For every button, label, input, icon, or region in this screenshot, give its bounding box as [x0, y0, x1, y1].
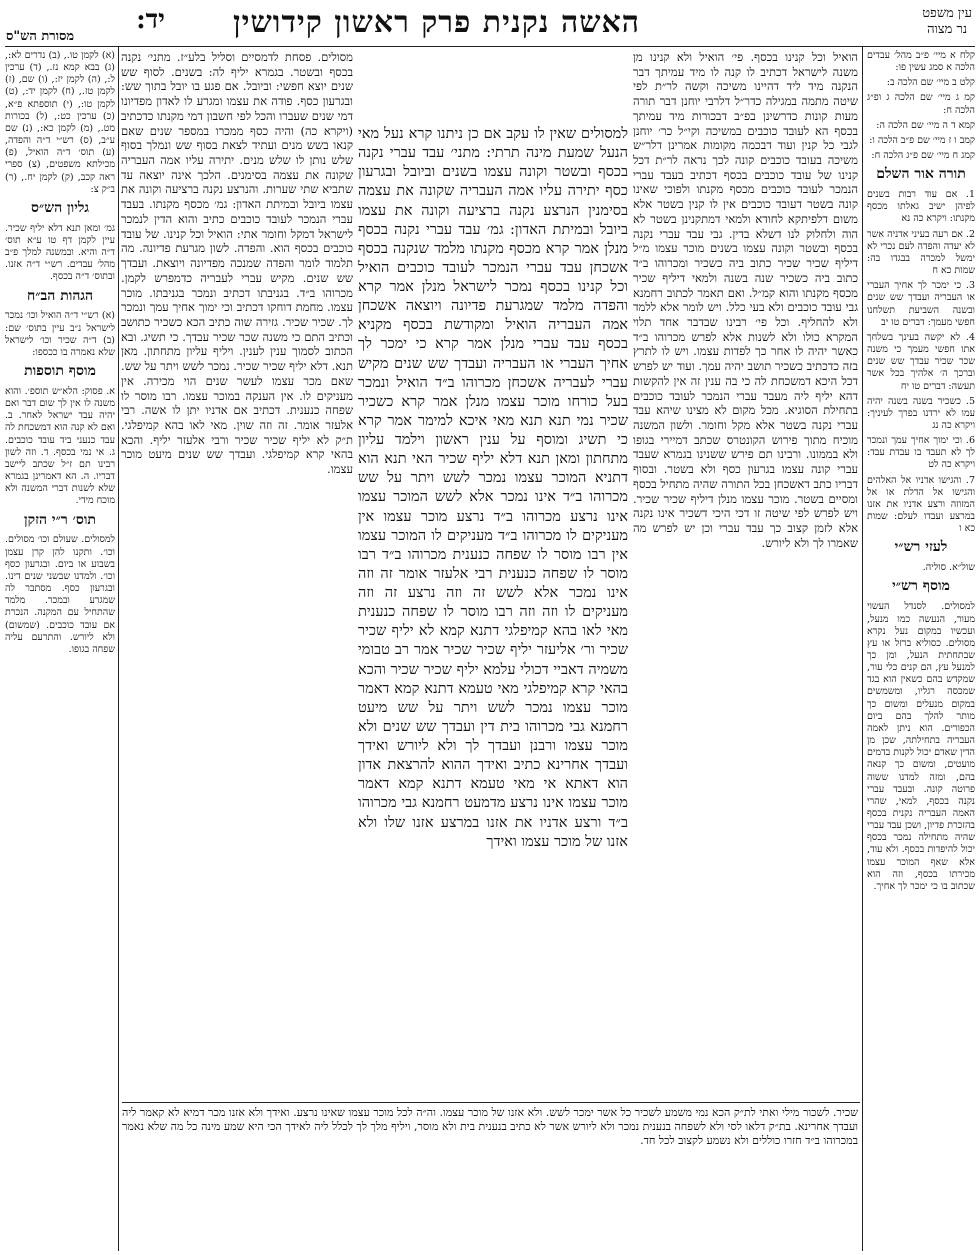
torah-or-title: תורה אור השלם: [876, 166, 966, 183]
masoret-column: [5, 50, 115, 1245]
musaf-tosafot-title: מוסף תוספות: [24, 363, 96, 380]
ein-mishpat-ref: קלט ב מיי׳ שם הלכה ב:: [886, 77, 975, 89]
hagahot-text: (א) רש״י ד״ה הואיל וכו׳ נמכר לישראל נ״ב עיין בתוס׳ שם: (ב) ד״ה שכיר וכו׳ לישראל שלא נאמרה בו ככספו:: [5, 310, 115, 358]
tosafot-text: הואיל וכל קנינו בכסף. פי׳ הואיל ולא קנינו מן משנה לישראל דכתיב לו קנה לו מיד עמיתך דבר הנקנה מיד ליד דהיינו משיכה וקשה לר״ת לפי שיטה מתמה במגילה כדר״ל דלרבי יוחנן דבר תורה מעות קונות כדרשינן בפ״ב דבכורות מיד עמיתך בכסף הא לעובד כוכבים במשיכה וקי״ל כר׳ יוחנן לגבי כל קנין ועוד דבכמה מקומות אמרינן דלר״ש משיכה בעובד כוכבים קונה לכך נראה לר״ת דכל קנינו של עובד כוכבים בכסף דכתיב בעבד עברי הנמכר לעובד כוכבים מכסף מקנתו ולפוכי שאינו קונה בשטר דעובד כוכבים אין לו קנין בשטר אלא משום דלפיתקא לחודא ולמאי דמתקנינן בשטר לא הוה ולחלוק לנו דשלא בדין. גבי עבד עברי נקנה בכסף ובשטר וקונה עצמו בשנים מוכר עצמו מ״ל דיליף שכיר שכיר כתוב ביה כשכיר ומכרוהו ב״ד כתוב ביה כשכיר שנה בשנה ולמאי דיליף שכיר מכסף מקנתו והוא קמ״ל. ואם תאמר לכתוב רחמנא גבי עובד כוכבים ולא בעי כלל. ויש לומר אלא ללמד ולא להחליף. וכל פי׳ רבינו שבדבר אחד תלוי המקרא כולו ולא לשנות אלא לפרש מכרוהו ב״ד כאשר יהיה לו אחר כך לפדות עצמו. ויש לו לתרץ בזה כדכתיב כשכיר תושב יהיה עמך. ועוד יש לפרש דכל היכא דמשכחת לה כי בה ענין זה אין להקשות דהא יליף ליה מעבד עברי הנמכר לעובד כוכבים בתחילת הסוגיא. מכל מקום לא מצינו שיהא עבד עברי נקנה בשטר אלא מקל וחומר. ולשון המשנה מוכיח מתוך פירוש הקונטרס שכתב דמיירי בגופו ולא בממונו. ורבינו תם פירש ששנינו בגמרא שעבד עברי קונה עצמו בגרעון כסף ולא בשטר. ובסוף דבריו כתב דאשכחן בכל התורה שהיה מתחיל בכסף ומסיים בשטר. מוכר עצמו מנלן דיליף שכיר שכיר. ויש לפרש לפי שיטה זו דכי היכי דשכיר אינו נקנה אלא לזמן קצוב כך עבד עברי וכן יש לפרש מה שאמרו לך ולא ליורש.: [633, 50, 858, 550]
torah-verse: 3. כי ימכר לך אחיך העברי או העבריה ועבדך שש שנים ובשנה השביעת תשלחנו חפשי מעמך: דברים טו יב: [867, 280, 975, 328]
torah-verse: 1. אם עוד רבות בשנים לפיהן ישיב גאלתו מכסף מקנתו: ויקרא כה נא: [867, 189, 975, 225]
column-divider: [862, 46, 863, 1251]
musaf-tosafot-text: א. פסוק: הלא״ש תוספ׳. והוא משנה לו אין לך שום דבר ואם יהיה עבד ישראל לאחר. ב. ואם לא קנה הוא דמשכחת לה עבד כנעני ביד עובד כוכבים. ג. אי נמי בכסף. ד. וזה לשון רבינו תם ז״ל שכתב ליישב דבריו. ה. הא דאמרינן בגמרא שלא לשנות דברי המשנה ולא מוכח מידי.: [5, 386, 115, 507]
gilyon-title: גליון הש״ס: [30, 199, 90, 216]
tosafot-column: [633, 50, 858, 1100]
masoret-refs: (א) לקמן טו., (ב) נדרים לא:, (ג) בבא קמא נז., (ד) ערכין ל:, (ה) לקמן יז:, (ו) שם, (ז) לקמן טז., (ח) לקמן יד:, (ט) לקמן טו:, (י) תוספתא פ״א, (כ) ערכין כט:, (ל) בכורות מט., (מ) לקמן כא:, (נ) שם ע״ב, (ס) רש״י ד״ה והפדה, (ע) תוס׳ ד״ה הואיל, (פ) מכילתא משפטים, (צ) ספרי ראה קכב, (ק) לקמן יח., (ר) ב״ק צ:: [5, 50, 115, 195]
masoret-heading: מסורת הש"ס: [6, 29, 75, 44]
column-divider: [118, 46, 119, 1251]
ein-mishpat-ref: קמ ג מיי׳ שם הלכה ג ופ״ג הלכה ח:: [867, 92, 975, 116]
ein-mishpat-ref: קמג ח מיי׳ שם פ״ג הלכה ח:: [871, 150, 975, 162]
musaf-rashi-text: למסולים. לסנדל העשוי מעור, הנעשה כמו מנעל, ועכשיו במקום נעל נקרא מסולים. כסוליא ברזל או עץ שבתחתית הנעל, ומן כך למנעל עץ, הם קנים כלי עור, שמקדש בהם כשאין הוא בגד שמכסה רגליו, ומשמשים במקום מנעלים ומשום כך מותר להלך בהם ביום הכפורים. הוא ניתן לאמה העבריה בתחילתה, שכן מן הדין שאדם יכול לקנות בדמים מועטים, ומשום כך קנאה בהם, ומזה למדנו ששוה פרוטה קונה. ובעבד עברי נקנה בכסף, למאי, שהרי האמה העבריה נקנית בכסף בהזכרת פדיון, ושכן עבד עברי שהיה מתחילה נמכר בכסף יכול להיפדות בכסף. ולא עוד, אלא שאף המוכר עצמו מכירתו בכסף, וזה הוא שכתוב בו כי ימכר לך אחיך.: [867, 601, 975, 892]
gemara-column: [358, 125, 628, 1100]
torah-verse: 4. לא יקשה בעינך בשלחך אתו חפשי מעמך כי משנה שכר שכיר עבדך שש שנים וברכך ה׳ אלהיך בכל אשר תעשה: דברים טו יח: [867, 331, 975, 392]
ein-mishpat-heading: עין משפט נר מצוה: [922, 6, 972, 37]
laazei-rashi-title: לעזי רש״י: [894, 539, 948, 556]
torah-verse: 2. אם רעה בעיני אדניה אשר לא יעדה והפדה לעם נכרי לא ימשל למכרה בבגדו בה: שמות כא ח: [867, 228, 975, 277]
ein-mishpat-refs: [867, 50, 975, 162]
ein-mishpat-column: [867, 50, 975, 1245]
rashi-column: [121, 50, 353, 1100]
hagahot-title: הגהות הב״ח: [26, 287, 94, 304]
torah-verse: 6. וכי ימוך אחיך עמך ונמכר לך לא תעבד בו עבדת עבד: ויקרא כה לט: [867, 435, 975, 471]
tos-ri-hazaken-title: תוס׳ ר״י הזקן: [24, 511, 96, 528]
ein-mishpat-ref: קמב ו ז מיי׳ שם פ״ב הלכה ו:: [869, 134, 975, 146]
header-rule: [5, 46, 975, 47]
gilyon-text: גמ׳ ומאן תנא דלא יליף שכיר. עיין לקמן דף טו ע״א תוס׳ ד״ה והיא. ובמשנה למלך פ״ב מהל׳ עבדים. רש״י ד״ה אזנו. ובתוס׳ ד״ה בכסף.: [5, 222, 115, 283]
torah-verse: 5. כשכיר בשנה בשנה יהיה עמו לא ירדנו בפרך לעיניך: ויקרא כה נג: [867, 395, 975, 431]
page-number: יד:: [136, 5, 165, 35]
bottom-commentary: [122, 1106, 858, 1246]
ein-mishpat-ref: קלח א מיי׳ פ״ב מהל׳ עבדים הלכה א סמג עשין פו:: [867, 50, 975, 74]
gemara-text: למסולים שאין לו עקב אם כן ניתנו קרא נעל מאי הנעל שמעת מינה תרתי: מתני׳ עבד עברי נקנה בכסף ובשטר וקונה עצמו בשנים וביובל ובגרעון כסף יתירה עליו אמה העבריה שקונה את עצמה בסימנין הנרצע נקנה ברציעה וקונה את עצמו ביובל ובמיתת האדון: גמ׳ עבד עברי נקנה בכסף מנלן אמר קרא מכסף מקנתו מלמד שנקנה בכסף אשכחן עבד עברי הנמכר לעובד כוכבים הואיל וכל קנינו בכסף נמכר לישראל מנלן אמר קרא והפדה מלמד שמגרעת פדיונה ויוצאה אשכחן אמה העבריה הואיל ומקודשת בכסף מקניא בכסף עבד עברי מנלן אמר קרא כי ימכר לך אחיך העברי או העבריה ועבדך שש שנים מקיש עברי לעבריה אשכחן מכרוהו ב״ד הואיל ונמכר בעל כורחו מוכר עצמו מנלן אמר קרא כשכיר שכיר נמי תנא תנא מאי איכא למימר אמר קרא כי תשיג ומוסף על ענין ראשון וילמד עליון מתחתון ומאן תנא דלא יליף שכיר האי תנא הוא דתניא המוכר עצמו נמכר לשש ויתר על שש מכרוהו ב״ד אינו נמכר אלא לשש המוכר עצמו אינו נרצע מכרוהו ב״ד נרצע מוכר עצמו אין מעניקים לו מכרוהו ב״ד מעניקים לו המוכר עצמו אין רבו מוסר לו שפחה כנענית מכרוהו ב״ד רבו מוסר לו שפחה כנענית רבי אלעזר אומר זה וזה אינו נמכר אלא לשש זה וזה נרצע זה וזה מעניקים לו וזה וזה רבו מוסר לו שפחה כנענית מאי לאו בהא קמיפלגי דתנא קמא לא יליף שכיר שכיר ור׳ אליעזר יליף שכיר שכיר אמר רב טבומי משמיה דאביי דכולי עלמא יליף שכיר שכיר והכא בהאי קרא קמיפלגי מאי טעמא דתנא קמא דאמר מוכר עצמו נמכר לשש ויתר על שש מיעט רחמנא גבי מכרוהו בית דין ועבדך שש שנים ולא מוכר עצמו ורבנן ועבדך לך ולא ליורש ואידך ועבדך אחרינא כתיב ואידך ההוא להרצאת אדון הוא דאתא אי מאי טעמא דתנא קמא דאמר מוכר עצמו אינו נרצע מדמעט רחמנא גבי מכרוהו ב״ד ורצע אדניו את אזנו במרצע אזנו שלו ולא אזנו של מוכר עצמו ואידך: [358, 126, 628, 850]
rashi-text: מסולים. פסחת לדמסיים וסליל בלע״ז. מתני׳ נקנה בכסף ובשטר. בגמרא יליף לה: בשנים. לסוף שש שנים יוצא חפשי: וביובל. אם פגע בו יובל בתוך שש: ובגרעון כסף. פודה את עצמו ומגרע לו לאדון מפדיונו דמי שנים שעברו והכל לפי חשבון דמי מקנתו כדכתיב (ויקרא כה) והיה כסף ממכרו במספר שנים שאם קנאו בשש מנים ועתיד לצאת בסוף שש ונמלך בסוף שלש נותן לו שלש מנים. יתירה עליו אמה העבריה שקונה את עצמה בסימנים. הלכך אינה יוצאה עד שתביא שתי שערות. והנרצע נקנה ברציעה וקונה את עצמו ביובל ובמיתת האדון: גמ׳ מכסף מקנתו. בעבד עברי הנמכר לעובד כוכבים כתיב והוא הדין לנמכר לישראל דמקל וחומר אתי: הואיל וכל קנינו. של עובד כוכבים בכסף הוא. והפדה. לשון מגרעת פדיונה. מה תלמוד לומר והפדה שמנכה מפדיונה ויוצאת. ועבדך שש שנים. מקיש עברי לעבריה כדמפרש לקמן. מכרוהו ב״ד. בגניבתו דכתיב ונמכר בגניבתו. מוכר עצמו. מחמת דוחקו דכתיב וכי ימוך אחיך עמך ונמכר לך. שכיר שכיר. גזירה שוה כתיב הכא כשכיר כתושב וכתיב התם כי משנה שכר שכיר עבדך. כי תשיג. ובא הכתוב לסמוך ענין לענין. ויליף עליון מתחתון. מאן תנא. דלא יליף שכיר שכיר. נמכר לשש ויתר על שש. שאם מכר עצמו לעשר שנים הוי מכירה. אין מעניקים לו. אין הענקה במוכר עצמו. רבו מוסר לו שפחה כנענית. דכתיב אם אדניו יתן לו אשה. רבי אלעזר אומר. זה וזה שוין. מאי לאו בהא קמיפלגי. ת״ק לא יליף שכיר שכיר ורבי אלעזר יליף. והכא בהאי קרא קמיפלגי. ועבדך שש שנים מיעט מוכר עצמו.: [121, 50, 353, 477]
chapter-title: האשה נקנית פרק ראשון קידושין: [233, 5, 640, 40]
bottom-divider: [122, 1102, 860, 1103]
bottom-commentary-text: שכיר. לשכור מילי ואתי לת״ק הכא נמי משמע לשכיר כל אשר ימכר לשש. ולא אזנו של מוכר עצמו. וה״ה לכל מוכר עצמו שאינו נרצע. ואידך ולא אזנו מכר דמיא לא קאמר ליה ועבדך אחרינא. בת״ק דלאו לסי ולא לשפחה בנענית נמכר ולא ליורש אשר לא כתיב בנענית בית ולא מוסר, ויליף מלך לך לכלל ליה לאידך הכי היא שמע מינה כל מה שלא נאמר במכרוהו ב״ד חזרו כוללים ולא נשמע לקצוב לכל חד.: [122, 1106, 858, 1148]
musaf-rashi-title: מוסף רש״י: [892, 578, 950, 595]
ein-mishpat-ref: קמא ד ה מיי׳ שם הלכה ה:: [876, 119, 975, 131]
laazei-rashi-text: שול״א. סוליה.: [922, 562, 975, 574]
torah-verse: 7. והגישו אדניו אל האלהים והגישו אל הדלת או אל המזוזה ורצע אדניו את אזנו במרצע ועבדו לעלם: שמות כא ו: [867, 474, 975, 535]
tos-ri-hazaken-text: למסולים. שעולם וכו׳ מסולים. וכו׳. ותקנו להן קרן עצמן בשבוע או ביום. ובגרעון כסף וכו׳. ולמדנו שבשני שנים דינו. ובגרעון כסף. מסתבר לה שמגרע ובמכר. מלמד שהתחיל עם המקנה. הנכרת אם עובד כוכבים. (שמשום) ולא ליורש. והתרעם עליה שפחה בגופו.: [5, 534, 115, 655]
